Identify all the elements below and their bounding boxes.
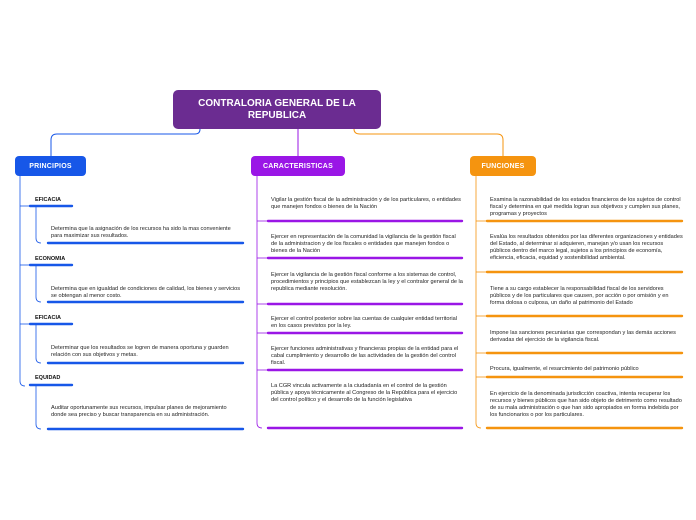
principios-title: PRINCIPIOS (29, 162, 72, 170)
caracteristica-item[interactable]: Ejercer el control posterior sobre las cuentas de cualquier entidad territorial en los casos previstos por la ley. (271, 316, 457, 329)
principio-label[interactable]: ECONOMIA (35, 256, 66, 262)
funciones-node[interactable] (470, 156, 536, 176)
root-title: CONTRALORIA GENERAL DE LA REPUBLICA (198, 97, 356, 121)
caracteristicas-title: CARACTERISTICAS (263, 162, 333, 170)
funcion-item[interactable]: Tiene a su cargo establecer la responsabilidad fiscal de los servidores públicos y de los particulares que causen, por acción o por omisión y en forma dolosa o culposa, un daño al patrimonio del Estado (490, 286, 669, 306)
principio-label[interactable]: EFICACIA (35, 315, 61, 321)
principios-node[interactable] (15, 156, 86, 176)
principio-text[interactable]: Determina que la asignación de los recursos ha sido la mas conveniente para maximizar sus resultados. (51, 226, 231, 239)
connector-root-funciones (354, 129, 503, 156)
connector-root-principios (51, 129, 200, 156)
funcion-item[interactable]: En ejercicio de la denominada jurisdicción coactiva, intenta recuperar los recursos y bienes públicos que han sido objeto de detrimento como resultado de su mala administración o que han sido apropiados en forma indebida por los funcionarios o por los particulares. (490, 391, 682, 418)
principio-text[interactable]: Determinar que los resultados se logren de manera oportuna y guarden relación con sus objetivos y metas. (51, 345, 229, 358)
funcion-item[interactable]: Impone las sanciones pecuniarias que correspondan y las demás acciones derivadas del ejercicio de la vigilancia fiscal. (490, 330, 676, 343)
funcion-item[interactable]: Evalúa los resultados obtenidos por las diferentes organizaciones y entidades del Estado, al determinar si adquieren, manejan y/o usan los recursos públicos dentro del marco legal, sujetos a los principios de economía, eficiencia, eficacia, equidad y sostenibilidad ambiental. (490, 234, 683, 261)
principio-label[interactable]: EQUIDAD (35, 375, 61, 381)
caracteristica-item[interactable]: Vigilar la gestión fiscal de la administración y de los particulares, o entidades que manejen fondos o bienes de la Nación (271, 197, 461, 210)
funcion-item[interactable]: Examina la razonabilidad de los estados financieros de los sujetos de control fiscal y determina en qué medida logran sus objetivos y cumplen sus planes, programas y proyectos (490, 197, 681, 217)
caracteristica-item[interactable]: Ejercer en representación de la comunidad la vigilancia de la gestión fiscal de la administracion y de los fiscales o entidades que manejen fondos o bienes de la Nación (271, 234, 456, 254)
principios-tree (20, 176, 243, 429)
caracteristicas-node[interactable] (251, 156, 345, 176)
funciones-title: FUNCIONES (481, 162, 525, 170)
caracteristica-item[interactable]: Ejercer funciones administrativas y financieras propias de la entidad para el cabal cumplimiento y desarrollo de las actividades de la gestión del control fiscal. (271, 346, 459, 366)
funcion-item[interactable]: Procura, igualmente, el resarcimiento del patrimonio público (490, 366, 639, 372)
caracteristica-item[interactable]: La CGR vincula activamente a la ciudadanía en el control de la gestión pública y apoya técnicamente al Congreso de la República para el ejercicio del control político y el desarrollo de la función legislativa (271, 383, 458, 403)
root-node[interactable] (173, 90, 381, 129)
principio-text[interactable]: Determina que en igualdad de condiciones de calidad, los bienes y servicios se obtengan al menor costo. (51, 286, 241, 299)
principio-label[interactable]: EFICACIA (35, 197, 61, 203)
caracteristica-item[interactable]: Ejercer la vigilancia de la gestión fiscal conforme a los sistemas de control, procedimientos y principios que establezcan la ley y el contralor general de la republica mediante resolución. (271, 272, 463, 292)
principio-text[interactable]: Auditar oportunamente sus recursos, impulsar planes de mejoramiento donde sea preciso y buscar transparencia en su administración. (51, 405, 227, 418)
